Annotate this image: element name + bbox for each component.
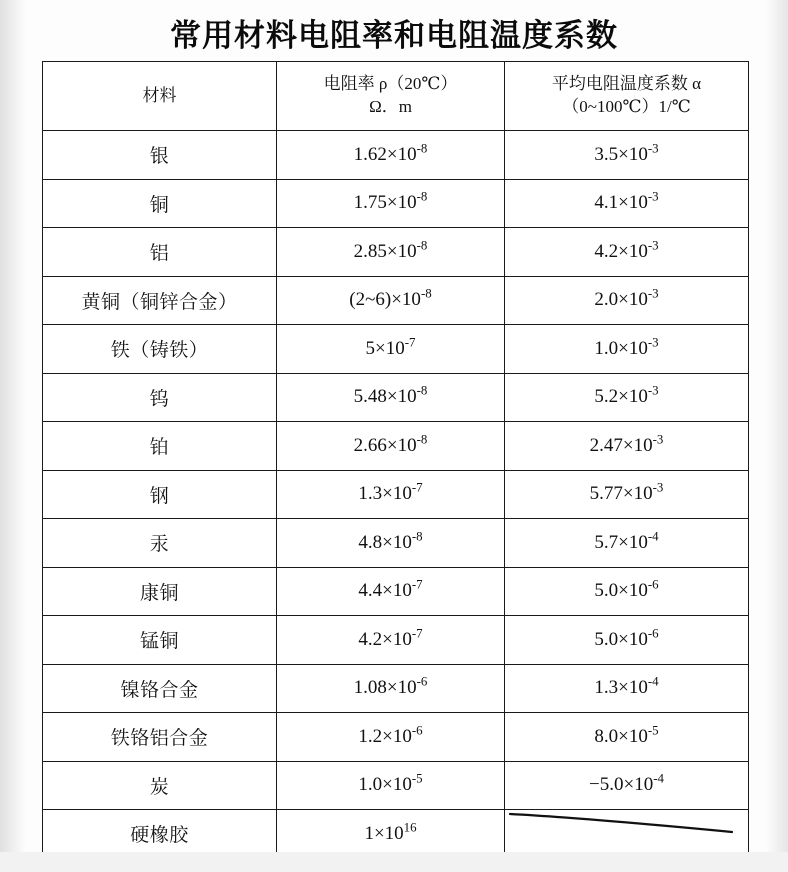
resistivity-exponent: -6: [416, 673, 428, 689]
resistivity-exponent: -8: [420, 285, 432, 301]
cell-material: 钢: [43, 470, 277, 519]
resistivity-mantissa: 1.08×10: [353, 677, 417, 699]
cell-material: 铝: [43, 228, 277, 277]
resistivity-mantissa: 5×10: [365, 337, 405, 359]
resistivity-mantissa: 1.3×10: [358, 483, 412, 505]
temp-coefficient-mantissa: 5.0×10: [594, 580, 648, 602]
cell-resistivity: [277, 616, 505, 665]
cell-temp-coefficient: [505, 131, 749, 180]
temp-coefficient-exponent: -3: [647, 334, 659, 350]
cell-resistivity: [277, 519, 505, 568]
temp-coefficient-mantissa: 4.2×10: [594, 240, 648, 262]
temp-coefficient-exponent: -6: [647, 625, 659, 641]
cell-material: 炭: [43, 761, 277, 810]
resistivity-exponent: -8: [411, 528, 423, 544]
column-header-temp-coefficient: [505, 62, 749, 131]
cell-resistivity: [277, 276, 505, 325]
resistivity-exponent: 16: [403, 819, 417, 835]
cell-material: 硬橡胶: [43, 810, 277, 859]
cell-material: 钨: [43, 373, 277, 422]
table-row: [43, 470, 749, 519]
cell-temp-coefficient: [505, 761, 749, 810]
temp-coefficient-mantissa: 8.0×10: [594, 725, 648, 747]
temp-coefficient-mantissa: 4.1×10: [594, 192, 648, 214]
resistivity-exponent: -8: [416, 431, 428, 447]
resistivity-exponent: -7: [404, 334, 416, 350]
temp-coefficient-mantissa: 3.5×10: [594, 143, 648, 165]
cell-temp-coefficient: [505, 228, 749, 277]
table-row: [43, 422, 749, 471]
table-row: [43, 519, 749, 568]
temp-coefficient-exponent: -5: [647, 722, 659, 738]
temp-coefficient-mantissa: 5.0×10: [594, 628, 648, 650]
cell-temp-coefficient: [505, 664, 749, 713]
table-row: [43, 325, 749, 374]
temp-coefficient-mantissa: 5.7×10: [594, 531, 648, 553]
cell-material: 黄铜（铜锌合金）: [43, 276, 277, 325]
cell-resistivity: [277, 325, 505, 374]
cell-temp-coefficient: [505, 519, 749, 568]
temp-coefficient-exponent: -3: [647, 140, 659, 156]
resistivity-mantissa: 2.85×10: [353, 240, 417, 262]
table-row: [43, 713, 749, 762]
table-row: [43, 616, 749, 665]
temp-coefficient-exponent: -6: [647, 576, 659, 592]
resistivity-mantissa: 1.0×10: [358, 774, 412, 796]
resistivity-mantissa: 5.48×10: [353, 386, 417, 408]
temp-coefficient-mantissa: 1.3×10: [594, 677, 648, 699]
table-row: [43, 664, 749, 713]
resistivity-mantissa: 1.2×10: [358, 725, 412, 747]
column-header-resistivity-line2: Ω．m: [369, 97, 412, 116]
cell-resistivity: [277, 131, 505, 180]
temp-coefficient-exponent: -4: [647, 528, 659, 544]
temp-coefficient-mantissa: 2.0×10: [594, 289, 648, 311]
cell-temp-coefficient: [505, 616, 749, 665]
page-left-shadow: [0, 0, 26, 872]
cell-resistivity: [277, 567, 505, 616]
column-header-resistivity: [277, 62, 505, 131]
cell-temp-coefficient: [505, 373, 749, 422]
table-header-row: [43, 62, 749, 131]
cell-temp-coefficient: [505, 713, 749, 762]
cell-resistivity: [277, 470, 505, 519]
table-row: [43, 276, 749, 325]
table-row: [43, 810, 749, 859]
cell-material: 铂: [43, 422, 277, 471]
cell-temp-coefficient: [505, 810, 749, 859]
table-row: [43, 761, 749, 810]
temp-coefficient-exponent: -3: [647, 188, 659, 204]
temp-coefficient-exponent: -4: [653, 770, 664, 786]
resistivity-mantissa: 4.4×10: [358, 580, 412, 602]
temp-coefficient-mantissa: −5.0×10: [589, 774, 654, 796]
cell-material: 康铜: [43, 567, 277, 616]
resistivity-mantissa: 4.8×10: [358, 531, 412, 553]
table-row: [43, 228, 749, 277]
cell-temp-coefficient: [505, 567, 749, 616]
column-header-material: 材料: [43, 62, 277, 131]
temp-coefficient-exponent: -3: [652, 431, 664, 447]
cell-resistivity: [277, 761, 505, 810]
temp-coefficient-exponent: -3: [652, 479, 664, 495]
resistivity-mantissa: 2.66×10: [353, 434, 417, 456]
temp-coefficient-mantissa: 5.77×10: [589, 483, 653, 505]
resistivity-mantissa: 4.2×10: [358, 628, 412, 650]
temp-coefficient-exponent: -3: [647, 285, 659, 301]
resistivity-exponent: -6: [411, 722, 423, 738]
cell-resistivity: [277, 228, 505, 277]
cell-temp-coefficient: [505, 325, 749, 374]
resistivity-exponent: -7: [411, 479, 423, 495]
temp-coefficient-mantissa: 2.47×10: [589, 434, 653, 456]
cell-temp-coefficient: [505, 276, 749, 325]
cell-material: 银: [43, 131, 277, 180]
cell-resistivity: [277, 373, 505, 422]
cell-temp-coefficient: [505, 422, 749, 471]
temp-coefficient-exponent: -3: [647, 382, 659, 398]
cell-resistivity: [277, 179, 505, 228]
resistivity-exponent: -8: [416, 140, 428, 156]
cell-temp-coefficient: [505, 179, 749, 228]
resistivity-exponent: -8: [416, 237, 428, 253]
cell-material: 铁（铸铁）: [43, 325, 277, 374]
resistivity-table: [42, 61, 749, 859]
table-row: [43, 567, 749, 616]
resistivity-exponent: -7: [411, 576, 423, 592]
resistivity-mantissa: (2~6)×10: [349, 289, 421, 311]
cell-temp-coefficient: [505, 470, 749, 519]
column-header-temp-coefficient-line1: 平均电阻温度系数 α: [551, 74, 702, 94]
page-bottom-edge: [0, 852, 788, 872]
resistivity-mantissa: 1.62×10: [353, 143, 417, 165]
cell-material: 铁铬铝合金: [43, 713, 277, 762]
resistivity-exponent: -5: [411, 770, 423, 786]
resistivity-mantissa: 1.75×10: [353, 192, 417, 214]
cell-resistivity: [277, 422, 505, 471]
cell-material: 汞: [43, 519, 277, 568]
resistivity-exponent: -8: [416, 188, 428, 204]
temp-coefficient-mantissa: 5.2×10: [594, 386, 648, 408]
table-body: [43, 62, 749, 859]
table-row: [43, 179, 749, 228]
cell-resistivity: [277, 810, 505, 859]
cell-resistivity: [277, 664, 505, 713]
resistivity-mantissa: 1×10: [364, 822, 404, 844]
table-row: [43, 373, 749, 422]
cell-material: 锰铜: [43, 616, 277, 665]
resistivity-exponent: -7: [411, 625, 423, 641]
temp-coefficient-exponent: -4: [647, 673, 659, 689]
cell-resistivity: [277, 713, 505, 762]
page-title: 常用材料电阻率和电阻温度系数: [170, 18, 618, 53]
column-header-resistivity-line1: 电阻率 ρ（20℃）: [323, 74, 458, 94]
resistivity-exponent: -8: [416, 382, 428, 398]
page-right-shadow: [766, 0, 788, 872]
temp-coefficient-mantissa: 1.0×10: [594, 337, 648, 359]
table-container: [0, 61, 788, 859]
temp-coefficient-exponent: -3: [647, 237, 659, 253]
cell-material: 镍铬合金: [43, 664, 277, 713]
cell-material: 铜: [43, 179, 277, 228]
table-row: [43, 131, 749, 180]
column-header-temp-coefficient-line2: （0~100℃）1/℃: [562, 97, 691, 116]
